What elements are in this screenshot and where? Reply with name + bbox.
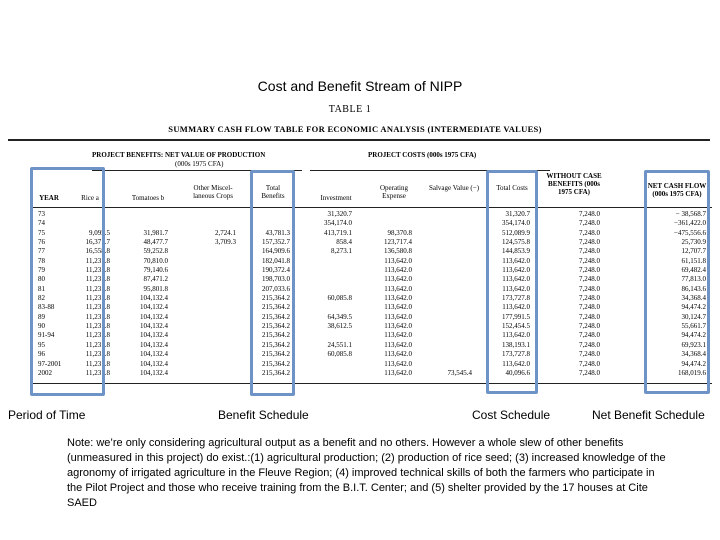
table-cell-salvage (420, 219, 472, 228)
header-total-costs: Total Costs (496, 184, 528, 192)
header-total-benefits: Total Benefits (261, 184, 285, 200)
table-cell-without: 7,248.0 (579, 219, 600, 228)
table-cell-other (190, 341, 236, 350)
table-cell-investment (300, 266, 352, 275)
table-cell-investment (300, 331, 352, 340)
table-cell-tomatoes (118, 210, 168, 219)
table-cell-investment (300, 369, 352, 378)
table-cell-salvage (420, 331, 472, 340)
table-cell-without: 7,248.0 (579, 303, 600, 312)
table-cell-salvage (420, 247, 472, 256)
table-cell-without: 7,248.0 (579, 331, 600, 340)
header-investment: Investment (320, 194, 352, 202)
table-cell-investment: 64,349.5 (327, 312, 352, 321)
table-cell-operating (360, 210, 412, 219)
table-cell-salvage (420, 360, 472, 369)
table-cell-rice: 11,231.8 (85, 294, 110, 303)
column-without-case (548, 210, 600, 378)
table-cell-without: 7,248.0 (579, 350, 600, 359)
table-cell-salvage (420, 341, 472, 350)
table-cell-tomatoes: 104,132.4 (140, 340, 168, 349)
table-cell-other (190, 350, 236, 359)
table-cell-total-benefits: 215,364.2 (262, 312, 290, 321)
table-cell-operating: 113,642.0 (384, 359, 412, 368)
table-cell-operating: 136,580.8 (384, 247, 412, 256)
table-cell-total-costs: 113,642.0 (502, 256, 530, 265)
highlight-net (644, 170, 710, 394)
table-cell-rice: 11,231.8 (85, 340, 110, 349)
slide-title: Cost and Benefit Stream of NIPP (257, 78, 463, 94)
table-cell-total-costs: 177,991.5 (502, 312, 530, 321)
table-cell-net: 55,661.7 (681, 322, 706, 331)
table-cell-other (190, 322, 236, 331)
table-cell-year: 95 (38, 340, 45, 349)
table-cell-net: 34,368.4 (681, 294, 706, 303)
header-tomatoes: Tomatoes b (131, 194, 165, 202)
table-cell-other (190, 303, 236, 312)
table-cell-year: 76 (38, 238, 45, 247)
table-cell-investment (300, 303, 352, 312)
table-cell-other (190, 257, 236, 266)
table-cell-tomatoes: 59,252.8 (143, 247, 168, 256)
table-cell-without: 7,248.0 (579, 284, 600, 293)
table-cell-year: 96 (38, 350, 45, 359)
label-period-of-time: Period of Time (8, 408, 86, 422)
table-cell-net: 168,019.6 (678, 368, 706, 377)
table-cell-investment: 60,085.8 (327, 350, 352, 359)
table-cell-without: 7,248.0 (579, 368, 600, 377)
table-cell-operating: 113,642.0 (384, 284, 412, 293)
table-cell-rice: 11,231.8 (85, 266, 110, 275)
header-operating-expense: Operating Expense (380, 184, 408, 200)
table-cell-tomatoes: 104,132.4 (140, 322, 168, 331)
table-cell-other (190, 275, 236, 284)
table-rule-bottom (30, 383, 712, 384)
table-cell-total-benefits: 215,364.2 (262, 350, 290, 359)
table-cell-operating: 113,642.0 (384, 322, 412, 331)
table-cell-rice: 11,231.8 (85, 303, 110, 312)
table-cell-without: 7,248.0 (579, 247, 600, 256)
table-cell-other (190, 247, 236, 256)
table-cell-tomatoes: 104,132.4 (140, 303, 168, 312)
table-cell-rice: 11,231.8 (85, 331, 110, 340)
table-cell-tomatoes: 79,140.6 (143, 266, 168, 275)
table-cell-tomatoes: 104,132.4 (140, 359, 168, 368)
table-cell-other (190, 285, 236, 294)
table-rule-top (8, 139, 710, 141)
table-cell-total-benefits: 157,352.7 (262, 238, 290, 247)
table-cell-tomatoes: 104,132.4 (140, 294, 168, 303)
table-cell-net: 12,707.7 (681, 247, 706, 256)
table-cell-operating: 113,642.0 (384, 275, 412, 284)
table-cell-other (190, 369, 236, 378)
table-cell-other (190, 219, 236, 228)
table-cell-total-costs: 138,193.1 (502, 340, 530, 349)
table-cell-rice: 16,371.7 (85, 238, 110, 247)
table-cell-total-costs: 152,454.5 (502, 322, 530, 331)
table-cell-salvage (420, 257, 472, 266)
table-cell-year: 75 (38, 228, 45, 237)
column-operating-expense (360, 210, 412, 378)
table-cell-other: 3,709.3 (215, 238, 236, 247)
table-cell-rice: 9,095.5 (89, 228, 110, 237)
table-cell-rice: 11,231.8 (85, 368, 110, 377)
header-without-case: WITHOUT CASE BENEFITS (000s 1975 CFA) (546, 172, 602, 196)
header-year: YEAR (39, 194, 59, 202)
table-cell-net: 69,923.1 (681, 340, 706, 349)
header-other-crops: Other Miscel-laneous Crops (193, 184, 233, 200)
table-cell-salvage (420, 285, 472, 294)
table-cell-investment: 354,174.0 (324, 219, 352, 228)
table-cell-total-costs: 144,853.9 (502, 247, 530, 256)
table-cell-total-benefits: 207,033.6 (262, 284, 290, 293)
table-cell-investment: 8,273.1 (331, 247, 352, 256)
table-cell-net: 69,482.4 (681, 266, 706, 275)
table-cell-rice: 11,231.8 (85, 350, 110, 359)
table-cell-other (190, 313, 236, 322)
table-cell-total-benefits: 215,364.2 (262, 322, 290, 331)
table-cell-other (190, 331, 236, 340)
table-cell-total-costs: 31,320.7 (505, 210, 530, 218)
table-cell-salvage (420, 303, 472, 312)
table-cell-rice: 11,231.8 (85, 359, 110, 368)
column-salvage-value (420, 210, 472, 378)
table-cell-tomatoes: 70,810.0 (143, 256, 168, 265)
table-cell-operating: 113,642.0 (384, 350, 412, 359)
table-cell-tomatoes (118, 219, 168, 228)
table-cell-tomatoes: 48,477.7 (143, 238, 168, 247)
table-cell-net: −361,422.0 (674, 219, 706, 228)
table-cell-salvage (420, 238, 472, 247)
table-cell-year: 74 (38, 219, 45, 228)
table-cell-investment (300, 285, 352, 294)
table-cell-operating: 113,642.0 (384, 294, 412, 303)
table-cell-total-benefits: 164,909.6 (262, 247, 290, 256)
table-cell-salvage (420, 266, 472, 275)
table-cell-net: 61,151.8 (681, 256, 706, 265)
table-cell-total-costs: 113,642.0 (502, 275, 530, 284)
table-cell-total-costs: 124,575.8 (502, 238, 530, 247)
table-cell-net: − 38,568.7 (675, 210, 706, 218)
table-cell-salvage (420, 294, 472, 303)
table-cell-total-benefits: 215,364.2 (262, 303, 290, 312)
table-cell-operating: 113,642.0 (384, 303, 412, 312)
table-cell-net: 94,474.2 (681, 359, 706, 368)
table-cell-total-benefits: 190,372.4 (262, 266, 290, 275)
table-cell-net: 30,124.7 (681, 312, 706, 321)
table-cell-total-benefits: 182,041.8 (262, 256, 290, 265)
table-cell-salvage (420, 350, 472, 359)
table-cell-investment: 413,719.1 (324, 228, 352, 237)
header-rice: Rice a (81, 194, 99, 202)
table-cell-without: 7,248.0 (579, 228, 600, 237)
table-cell-salvage (420, 322, 472, 331)
table-cell-operating: 98,370.8 (387, 228, 412, 237)
table-cell-operating: 113,642.0 (384, 256, 412, 265)
table-cell-year: 90 (38, 322, 45, 331)
label-benefit-schedule: Benefit Schedule (218, 408, 309, 422)
table-caption: TABLE 1 (328, 104, 372, 115)
table-cell-total-costs: 173,727.8 (502, 350, 530, 359)
table-cell-other: 2,724.1 (215, 228, 236, 237)
table-cell-investment: 38,612.5 (327, 322, 352, 331)
table-cell-rice: 11,231.8 (85, 275, 110, 284)
table-cell-salvage (420, 313, 472, 322)
table-cell-total-costs: 113,642.0 (502, 331, 530, 340)
table-cell-net: 77,813.0 (681, 275, 706, 284)
table-cell-tomatoes: 87,471.2 (143, 275, 168, 284)
column-investment (300, 210, 352, 378)
table-cell-salvage: 73,545.4 (447, 368, 472, 377)
table-cell-without: 7,248.0 (579, 312, 600, 321)
table-cell-operating: 113,642.0 (384, 331, 412, 340)
table-cell-without: 7,248.0 (579, 256, 600, 265)
table-cell-rice: 11,231.8 (85, 284, 110, 293)
table-cell-net: 86,143.6 (681, 284, 706, 293)
benefits-group-unit: (000s 1975 CFA) (175, 160, 224, 168)
note-text: Note: we’re only considering agricultural output as a benefit and no others. However a whole slew of other benefits (unmeasured in this project) do exist.:(1) agricultural production; (2) production of rice seed; (3) increased knowledge of the agronomy of irrigated agriculture in the Fleuve Region; (4) improved technical skills of both the farmers who participate in the Pilot Project and those who receive training from the B.I.T. Center; and (5) shelter provided by the 17 houses at Cite SAED (67, 437, 666, 509)
table-cell-tomatoes: 104,132.4 (140, 331, 168, 340)
table-cell-investment: 60,085.8 (327, 294, 352, 303)
table-cell-total-costs: 113,642.0 (502, 266, 530, 275)
table-cell-salvage (420, 275, 472, 284)
table-cell-without: 7,248.0 (579, 266, 600, 275)
header-salvage-value: Salvage Value (−) (428, 184, 480, 192)
table-cell-operating (360, 219, 412, 228)
table-cell-year: 77 (38, 247, 45, 256)
table-cell-total-costs: 113,642.0 (502, 284, 530, 293)
header-net-cash-flow: NET CASH FLOW (000s 1975 CFA) (647, 182, 707, 198)
table-cell-year: 80 (38, 275, 45, 284)
table-cell-total-benefits: 43,781.3 (265, 228, 290, 237)
table-cell-tomatoes: 95,801.8 (143, 284, 168, 293)
table-cell-operating: 113,642.0 (384, 368, 412, 377)
table-cell-rice: 16,558.8 (85, 247, 110, 256)
table-cell-rice: 11,231.8 (85, 322, 110, 331)
table-cell-year: 97-2001 (38, 359, 62, 368)
table-cell-operating: 113,642.0 (384, 312, 412, 321)
table-cell-salvage (420, 229, 472, 238)
table-cell-total-costs: 173,727.8 (502, 294, 530, 303)
column-other-crops (190, 210, 236, 378)
table-cell-rice: 11,231.8 (85, 256, 110, 265)
label-net-benefit-schedule: Net Benefit Schedule (592, 408, 705, 422)
table-cell-year: 82 (38, 294, 45, 303)
table-cell-total-costs: 40,096.6 (505, 368, 530, 377)
table-cell-net: 34,368.4 (681, 350, 706, 359)
table-cell-tomatoes: 104,132.4 (140, 350, 168, 359)
table-cell-without: 7,248.0 (579, 322, 600, 331)
table-cell-investment: 24,551.1 (327, 340, 352, 349)
table-cell-without: 7,248.0 (579, 210, 600, 218)
table-cell-net: 94,474.2 (681, 303, 706, 312)
table-cell-other (190, 266, 236, 275)
table-cell-operating: 113,642.0 (384, 266, 412, 275)
table-cell-investment (300, 275, 352, 284)
table-cell-total-costs: 113,642.0 (502, 303, 530, 312)
column-tomatoes (118, 210, 168, 378)
table-cell-year: 89 (38, 312, 45, 321)
table-cell-investment (300, 360, 352, 369)
table-cell-investment (300, 257, 352, 266)
table-cell-without: 7,248.0 (579, 359, 600, 368)
costs-group-header: PROJECT COSTS (000s 1975 CFA) (368, 151, 477, 159)
table-cell-total-benefits: 198,703.0 (262, 275, 290, 284)
table-cell-year: 79 (38, 266, 45, 275)
table-cell-without: 7,248.0 (579, 238, 600, 247)
table-cell-total-costs: 354,174.0 (502, 219, 530, 228)
highlight-period (30, 167, 105, 396)
table-cell-investment: 858.4 (336, 238, 352, 247)
table-cell-other (190, 360, 236, 369)
table-cell-year: 81 (38, 284, 45, 293)
table-cell-rice: 11,231.8 (85, 312, 110, 321)
table-cell-investment: 31,320.7 (327, 210, 352, 218)
table-cell-total-benefits: 215,364.2 (262, 359, 290, 368)
table-cell-total-benefits: 215,364.2 (262, 340, 290, 349)
table-cell-other (190, 294, 236, 303)
table-cell-without: 7,248.0 (579, 340, 600, 349)
benefits-group-header: PROJECT BENEFITS: NET VALUE OF PRODUCTION (92, 151, 266, 159)
table-cell-year: 73 (38, 210, 45, 218)
table-subtitle: SUMMARY CASH FLOW TABLE FOR ECONOMIC ANALYSIS (INTERMEDIATE VALUES) (168, 124, 542, 134)
table-cell-tomatoes: 104,132.4 (140, 368, 168, 377)
table-cell-total-benefits: 215,364.2 (262, 331, 290, 340)
table-cell-total-costs: 512,089.9 (502, 228, 530, 237)
table-cell-operating: 123,717.4 (384, 238, 412, 247)
highlight-cost (486, 170, 538, 394)
table-cell-net: 25,730.9 (681, 238, 706, 247)
table-cell-net: 94,474.2 (681, 331, 706, 340)
table-cell-tomatoes: 104,132.4 (140, 312, 168, 321)
table-cell-total-costs: 113,642.0 (502, 359, 530, 368)
table-cell-total-benefits: 215,364.2 (262, 294, 290, 303)
table-cell-without: 7,248.0 (579, 294, 600, 303)
table-cell-tomatoes: 31,981.7 (143, 228, 168, 237)
table-rule-header (30, 207, 712, 208)
table-cell-year: 91-94 (38, 331, 55, 340)
label-cost-schedule: Cost Schedule (472, 408, 551, 422)
table-cell-without: 7,248.0 (579, 275, 600, 284)
table-cell-other (190, 210, 236, 219)
highlight-benefit (250, 170, 295, 396)
table-cell-year: 2002 (38, 368, 52, 377)
table-cell-operating: 113,642.0 (384, 340, 412, 349)
table-cell-year: 78 (38, 256, 45, 265)
table-cell-total-benefits: 215,364.2 (262, 368, 290, 377)
table-cell-salvage (420, 210, 472, 219)
table-cell-net: −475,556.6 (674, 228, 706, 237)
table-cell-year: 83-88 (38, 303, 55, 312)
